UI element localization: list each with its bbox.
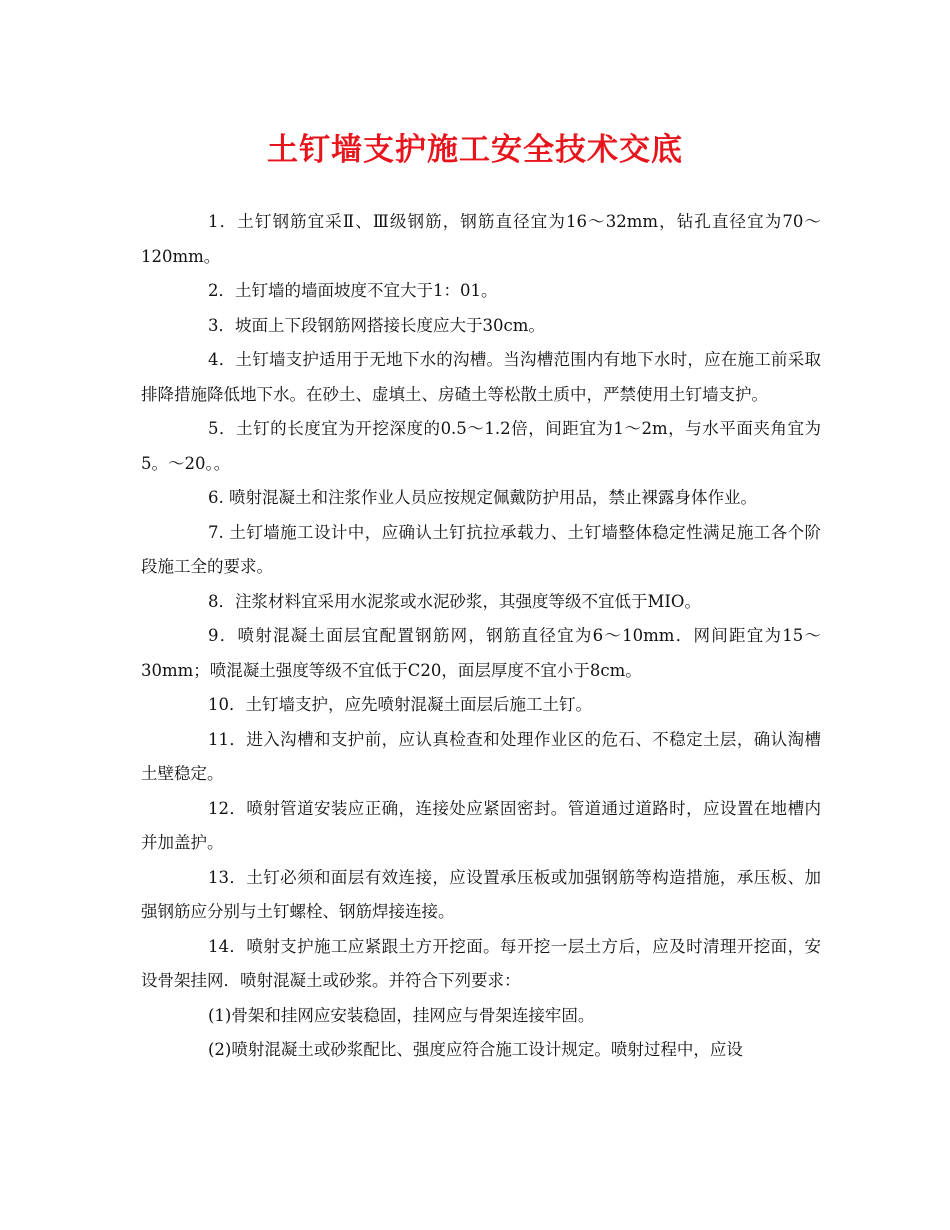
sub-item-2: (2)喷射混凝土或砂浆配比、强度应符合施工设计规定。喷射过程中，应设 bbox=[208, 1040, 743, 1059]
paragraph-3: 3．坡面上下段钢筋网搭接长度应大于30cm。 bbox=[208, 315, 545, 335]
paragraph-4: 4．土钉墙支护适用于无地下水的沟槽。当沟槽范围内有地下水时，应在施工前采取排降措施降低地下水。在砂土、虚填土、房碴土等松散土质中，严禁使用土钉墙支护。 bbox=[141, 350, 821, 404]
paragraph-10: 10．土钉墙支护，应先喷射混凝土面层后施工土钉。 bbox=[208, 695, 592, 714]
document-body bbox=[141, 205, 821, 1068]
paragraph-11: 11．进入沟槽和支护前，应认真检查和处理作业区的危石、不稳定土层，确认淘槽土壁稳定。 bbox=[141, 729, 821, 783]
paragraph-9: 9．喷射混凝土面层宜配置钢筋网，钢筋直径宜为6～10mm．网间距宜为15～30mm；喷混凝土强度等级不宜低于C20，面层厚度不宜小于8cm。 bbox=[141, 626, 821, 680]
paragraph-8: 8．注浆材料宜采用水泥浆或水泥砂浆，其强度等级不宜低于MIO。 bbox=[208, 591, 701, 611]
sub-item-1: (1)骨架和挂网应安装稳固，挂网应与骨架连接牢固。 bbox=[208, 1005, 595, 1025]
paragraph-2: 2．土钉墙的墙面坡度不宜大于1：01。 bbox=[208, 281, 498, 300]
paragraph-13: 13．土钉必须和面层有效连接，应设置承压板或加强钢筋等构造措施，承压板、加强钢筋应分别与土钉螺栓、钢筋焊接连接。 bbox=[141, 867, 821, 921]
document-title: 土钉墙支护施工安全技术交底 bbox=[267, 132, 683, 168]
paragraph-6: 6. 喷射混凝土和注浆作业人员应按规定佩戴防护用品，禁止裸露身体作业。 bbox=[208, 488, 757, 507]
paragraph-12: 12．喷射管道安装应正确，连接处应紧固密封。管道通过道路时，应设置在地槽内并加盖护。 bbox=[141, 798, 821, 852]
paragraph-1: 1．土钉钢筋宜采Ⅱ、Ⅲ级钢筋，钢筋直径宜为16～32mm，钻孔直径宜为70～120mm。 bbox=[141, 212, 821, 266]
paragraph-5: 5．土钉的长度宜为开挖深度的0.5～1.2倍，间距宜为1～2m，与水平面夹角宜为5。～20。。 bbox=[141, 419, 821, 473]
paragraph-14: 14．喷射支护施工应紧跟土方开挖面。每开挖一层土方后，应及时清理开挖面，安设骨架挂网．喷射混凝土或砂浆。并符合下列要求： bbox=[141, 936, 821, 990]
paragraph-7: 7. 土钉墙施工设计中，应确认土钉抗拉承载力、土钉墙整体稳定性满足施工各个阶段施工全的要求。 bbox=[141, 522, 821, 576]
